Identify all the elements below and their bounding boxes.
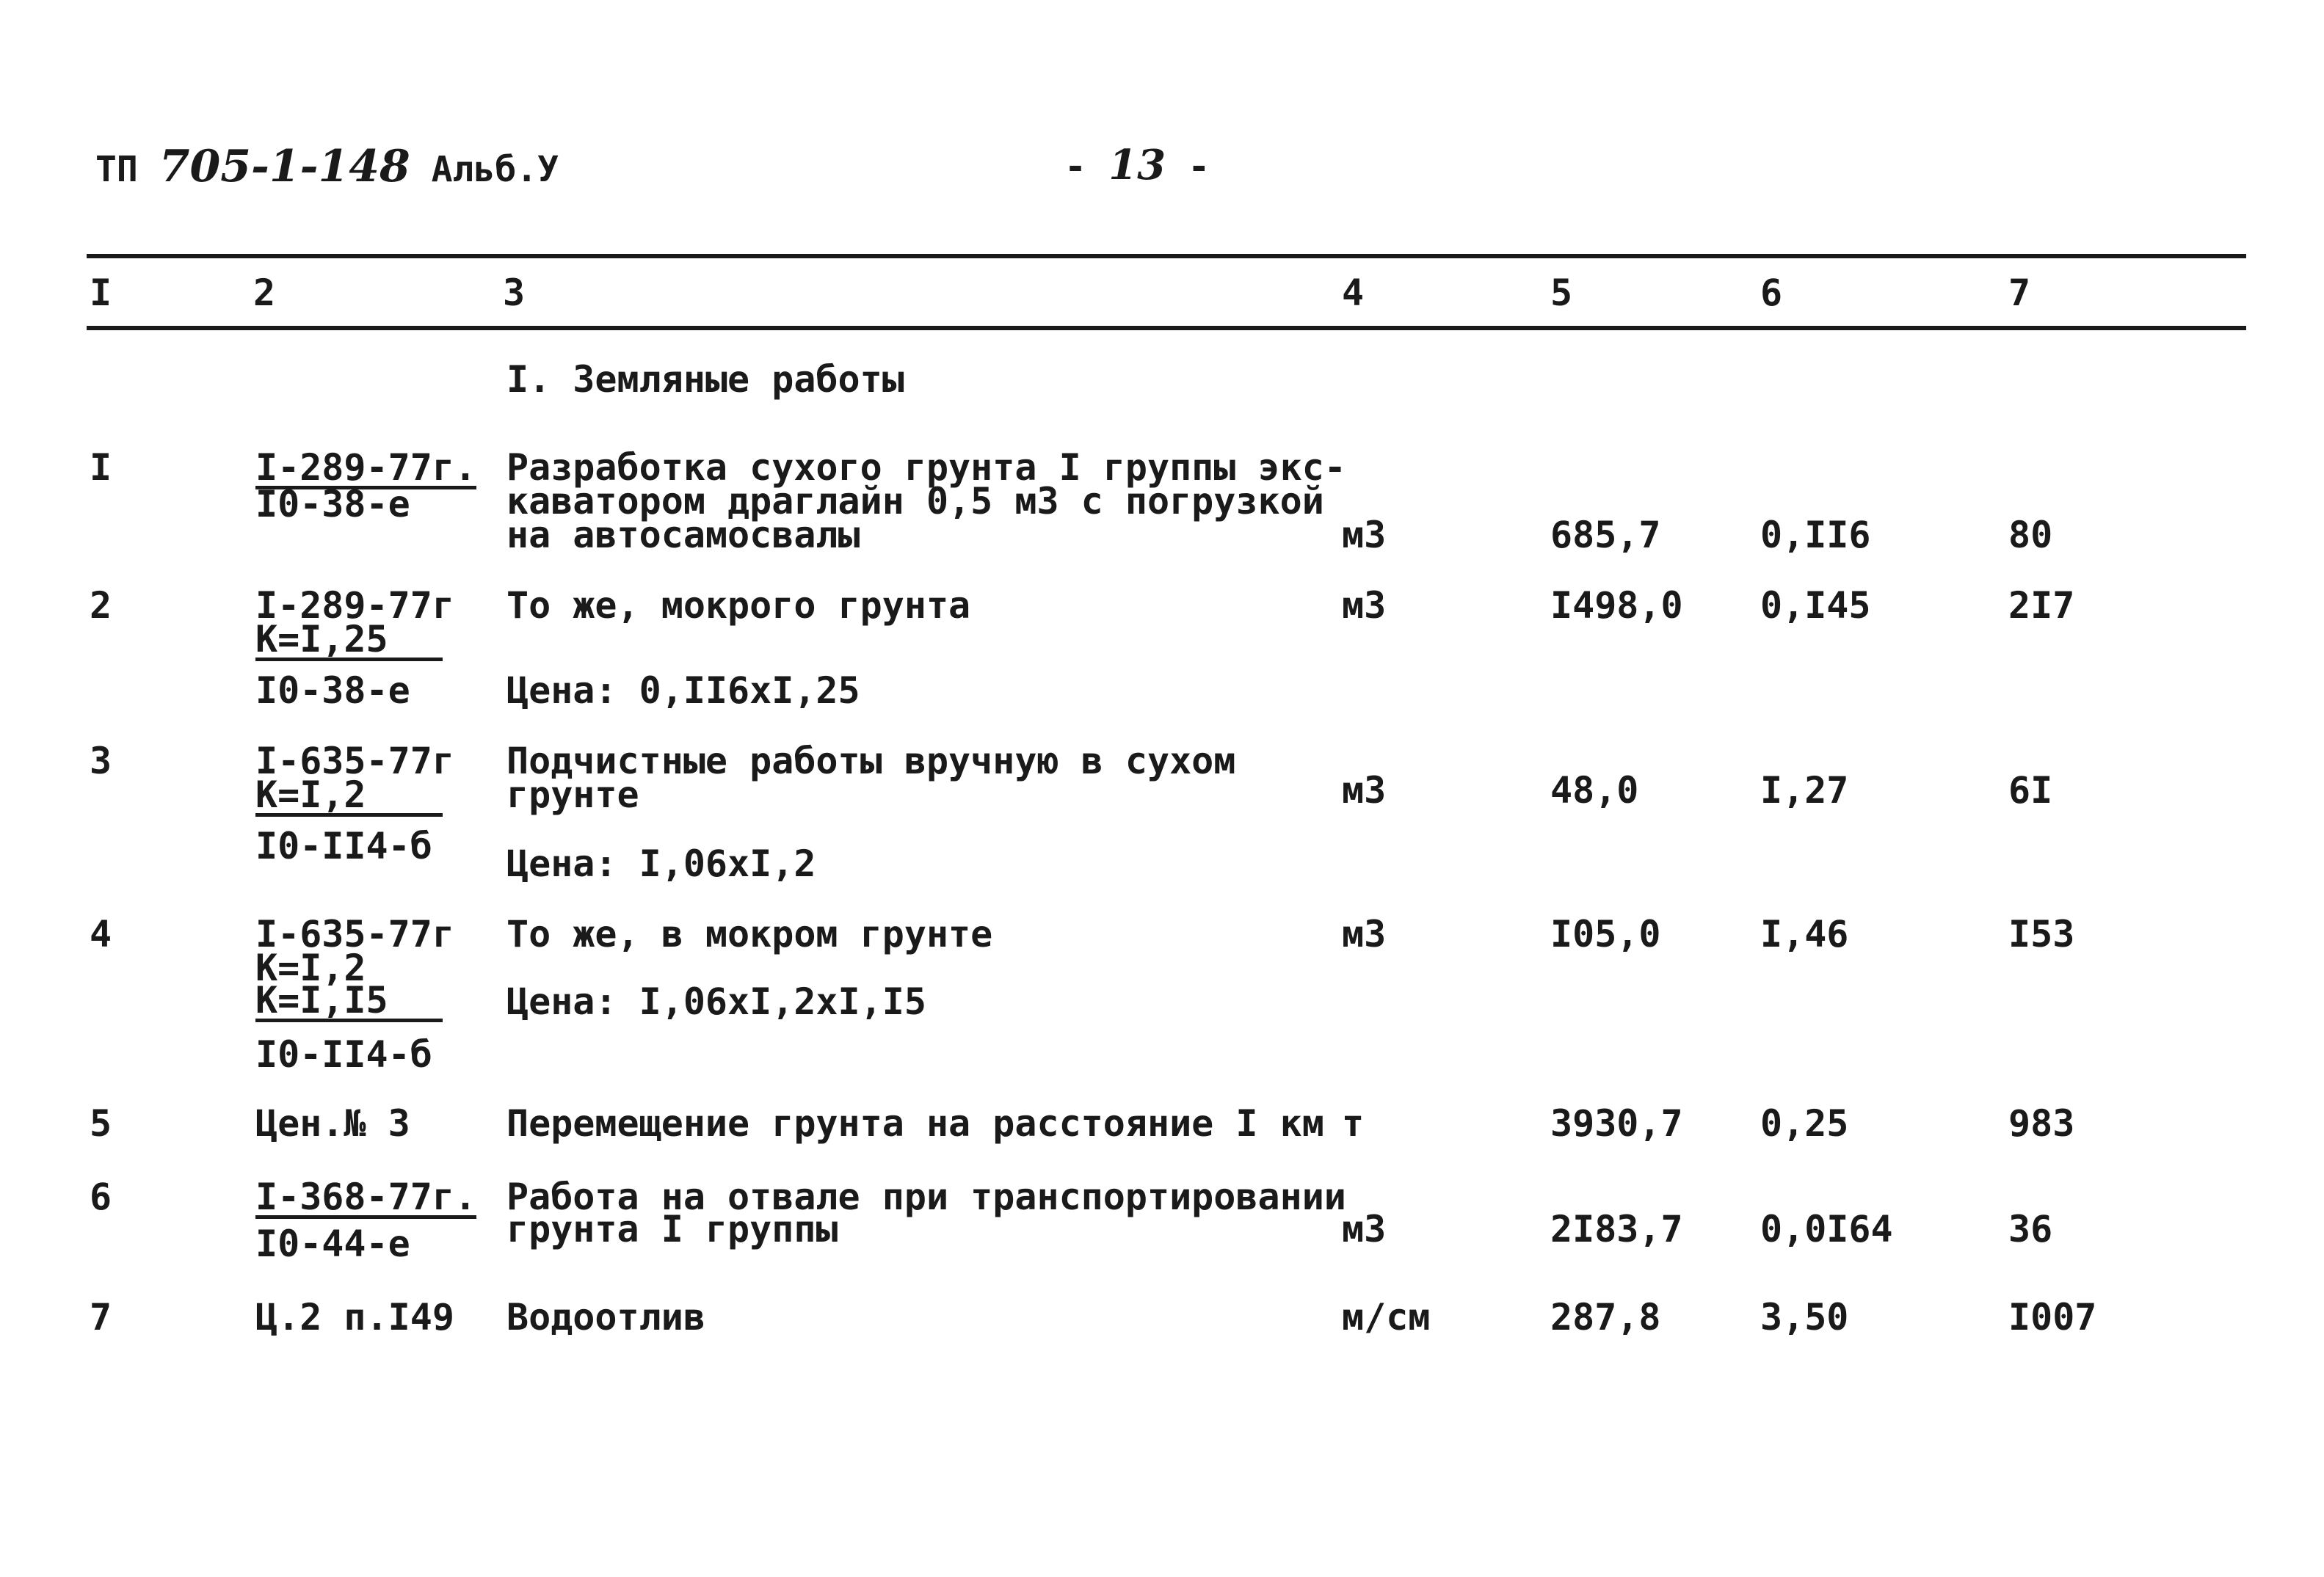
column-header-1: I bbox=[90, 272, 112, 314]
unit-price: 0,II6 bbox=[1760, 514, 1871, 556]
total-cost: I53 bbox=[2008, 913, 2075, 955]
norm-code: Цен.№ 3 bbox=[255, 1102, 410, 1145]
total-cost: 80 bbox=[2008, 514, 2053, 556]
column-header-7: 7 bbox=[2008, 272, 2031, 314]
quantity: 3930,7 bbox=[1550, 1102, 1683, 1145]
quantity: 48,0 bbox=[1550, 769, 1639, 812]
column-header-5: 5 bbox=[1550, 272, 1573, 314]
norm-code: К=I,2 bbox=[255, 947, 366, 989]
work-description: на автосамосвалы bbox=[506, 514, 860, 556]
doc-number: 705-1-148 bbox=[159, 141, 410, 192]
norm-code: К=I,I5 bbox=[255, 982, 443, 1022]
work-description: грунте bbox=[506, 773, 639, 816]
unit: т bbox=[1342, 1102, 1365, 1145]
norm-code: I-368-77г. bbox=[255, 1176, 477, 1218]
column-header-4: 4 bbox=[1342, 272, 1365, 314]
unit-price: 3,50 bbox=[1760, 1296, 1849, 1339]
total-cost: 36 bbox=[2008, 1208, 2053, 1250]
page-number: - 13 - bbox=[1064, 141, 1210, 189]
doc-prefix: ТП bbox=[95, 149, 138, 190]
row-number: 3 bbox=[90, 740, 112, 782]
total-cost: 2I7 bbox=[2008, 584, 2075, 627]
page-number-value: 13 bbox=[1108, 141, 1166, 189]
norm-code: К=I,25 bbox=[255, 621, 443, 661]
unit-price: 0,I45 bbox=[1760, 584, 1871, 627]
norm-code: I0-38-е bbox=[255, 669, 410, 712]
document-code bbox=[95, 141, 559, 192]
unit: м3 bbox=[1342, 1208, 1387, 1250]
price-formula: Цена: I,06хI,2хI,I5 bbox=[506, 980, 926, 1023]
norm-code: К=I,2 bbox=[255, 776, 443, 817]
table-top-rule bbox=[87, 254, 2246, 258]
norm-code: I-635-77г bbox=[255, 740, 454, 782]
total-cost: 983 bbox=[2008, 1102, 2075, 1145]
work-description: Работа на отвале при транспортировании bbox=[506, 1176, 1346, 1218]
norm-code: I0-38-е bbox=[255, 483, 410, 525]
unit: м3 bbox=[1342, 514, 1387, 556]
row-number: 7 bbox=[90, 1296, 112, 1339]
work-description: То же, мокрого грунта bbox=[506, 584, 971, 627]
norm-code: Ц.2 п.I49 bbox=[255, 1296, 454, 1339]
norm-code: I-289-77г. bbox=[255, 446, 477, 489]
norm-code: I-289-77г bbox=[255, 584, 454, 627]
column-header-2: 2 bbox=[253, 272, 276, 314]
unit: м/см bbox=[1342, 1296, 1431, 1339]
price-formula: Цена: 0,II6хI,25 bbox=[506, 669, 860, 712]
work-description: То же, в мокром грунте bbox=[506, 913, 993, 955]
quantity: 2I83,7 bbox=[1550, 1208, 1683, 1250]
column-header-3: 3 bbox=[503, 272, 526, 314]
norm-code: I0-II4-б bbox=[255, 1033, 432, 1076]
album-label: Альб.У bbox=[431, 149, 559, 190]
norm-code: I0-44-е bbox=[255, 1223, 410, 1265]
work-description: каватором драглайн 0,5 м3 с погрузкой bbox=[506, 480, 1324, 522]
total-cost: I007 bbox=[2008, 1296, 2097, 1339]
row-number: 2 bbox=[90, 584, 112, 627]
total-cost: 6I bbox=[2008, 769, 2053, 812]
row-number: I bbox=[90, 446, 112, 489]
row-number: 5 bbox=[90, 1102, 112, 1145]
work-description: Перемещение грунта на расстояние I км bbox=[506, 1102, 1324, 1145]
norm-code: I0-II4-б bbox=[255, 825, 432, 867]
norm-code: I-635-77г bbox=[255, 913, 454, 955]
unit: м3 bbox=[1342, 769, 1387, 812]
unit-price: I,46 bbox=[1760, 913, 1849, 955]
price-formula: Цена: I,06хI,2 bbox=[506, 842, 816, 885]
column-header-6: 6 bbox=[1760, 272, 1783, 314]
quantity: 685,7 bbox=[1550, 514, 1661, 556]
unit: м3 bbox=[1342, 913, 1387, 955]
work-description: Разработка сухого грунта I группы экс- bbox=[506, 446, 1346, 489]
work-description: Подчистные работы вручную в сухом bbox=[506, 740, 1236, 782]
section-title: I. Земляные работы bbox=[506, 358, 904, 401]
quantity: 287,8 bbox=[1550, 1296, 1661, 1339]
quantity: I498,0 bbox=[1550, 584, 1683, 627]
unit-price: 0,0I64 bbox=[1760, 1208, 1893, 1250]
unit-price: I,27 bbox=[1760, 769, 1849, 812]
work-description: грунта I группы bbox=[506, 1208, 838, 1250]
unit: м3 bbox=[1342, 584, 1387, 627]
unit-price: 0,25 bbox=[1760, 1102, 1849, 1145]
row-number: 4 bbox=[90, 913, 112, 955]
quantity: I05,0 bbox=[1550, 913, 1661, 955]
row-number: 6 bbox=[90, 1176, 112, 1218]
work-description: Водоотлив bbox=[506, 1296, 705, 1339]
table-header-rule bbox=[87, 326, 2246, 330]
